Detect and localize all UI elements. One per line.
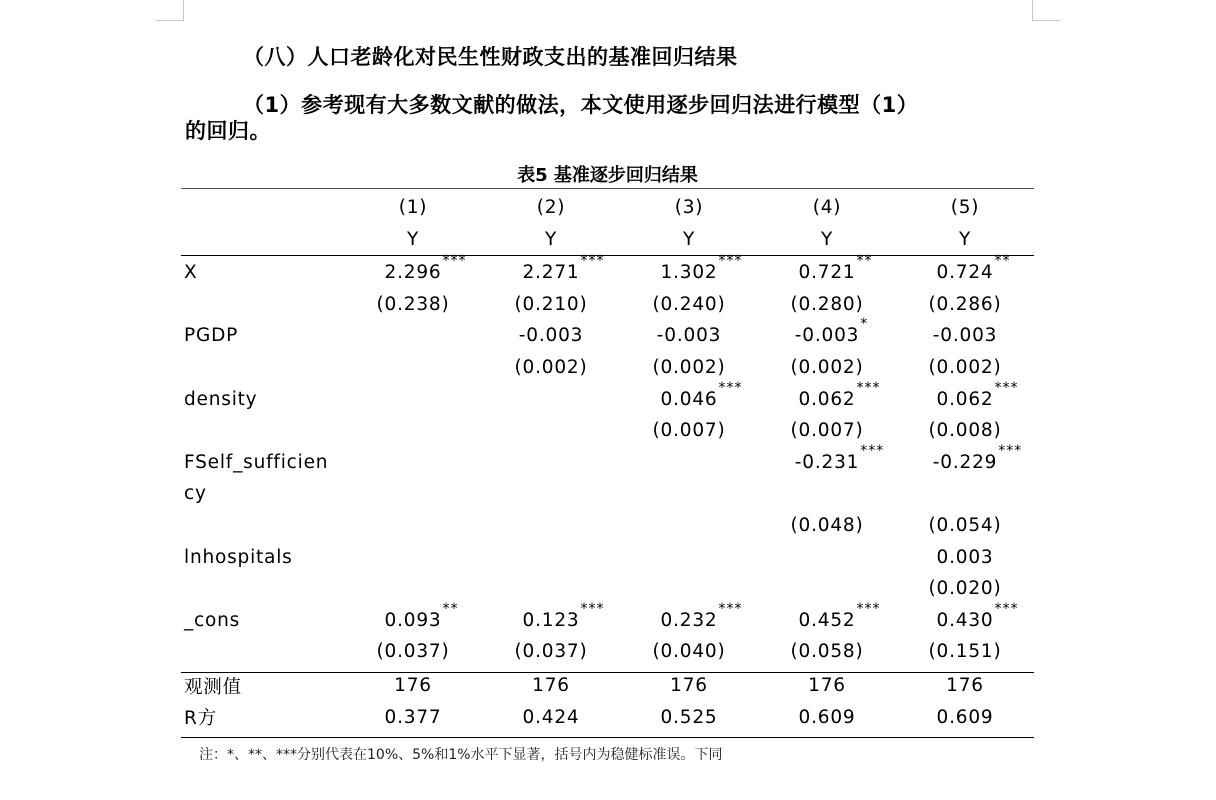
cell-col-3: [620, 253, 758, 284]
cell-value: 2.296: [384, 262, 442, 284]
cell-value: (0.210): [514, 293, 588, 315]
cell-value: 0.232: [660, 609, 718, 631]
cell-value: 176: [670, 675, 708, 696]
row-label: X: [184, 262, 198, 284]
table-bottom-rule: [181, 737, 1034, 738]
cell-col-2: [482, 641, 620, 662]
cell-value: -0.231: [794, 451, 860, 473]
significance-stars: **: [856, 253, 873, 270]
row-label: FSelf_sufficien: [184, 451, 329, 473]
cell-value: (2): [536, 197, 566, 218]
cell-value: 0.123: [522, 609, 580, 631]
section-heading-text: （八）人口老龄化对民生性财政支出的基准回归结果: [243, 45, 738, 69]
cell-col-5: [896, 229, 1034, 250]
cell-col-4: [758, 707, 896, 728]
cell-value: (3): [674, 197, 704, 218]
cell-col-4: [758, 357, 896, 378]
cell-col-2: [482, 707, 620, 728]
cell-col-5: [896, 675, 1034, 696]
cell-value: (0.037): [514, 641, 588, 663]
cell-col-1: [344, 294, 482, 315]
cell-value: 0.424: [522, 706, 580, 728]
cell-value: -0.003: [932, 325, 998, 347]
cell-value: (0.151): [928, 641, 1002, 663]
significance-stars: ***: [718, 379, 743, 396]
cell-col-4: [758, 442, 896, 473]
cell-value: -0.003: [794, 325, 860, 347]
significance-stars: ***: [718, 253, 743, 270]
cell-value: 2.271: [522, 262, 580, 284]
cell-value: (0.040): [652, 641, 726, 663]
cell-col-1: [344, 452, 482, 473]
cell-col-4: [758, 420, 896, 441]
cell-value: Y: [682, 228, 696, 250]
row-label: cy: [184, 483, 207, 505]
coef-row-label-continued: [181, 478, 1034, 509]
cell-value: (0.002): [652, 357, 726, 378]
coef-row: [181, 442, 1034, 478]
cell-col-3: [620, 707, 758, 728]
stats-row: [181, 670, 1034, 701]
significance-stars: ***: [994, 379, 1019, 396]
page-corner-mark-right: [1032, 0, 1061, 21]
cell-col-5: [896, 600, 1034, 631]
se-row: [181, 510, 1034, 541]
cell-col-1: [344, 357, 482, 378]
cell-col-2: [482, 452, 620, 473]
cell-col-5: [896, 515, 1034, 536]
cell-value: 0.430: [936, 609, 994, 631]
significance-stars: ***: [718, 600, 743, 617]
cell-col-4: [758, 229, 896, 250]
cell-value: 0.093: [384, 609, 442, 631]
cell-col-2: [482, 229, 620, 250]
cell-col-1: [344, 547, 482, 568]
cell-value: 176: [946, 675, 984, 696]
cell-value: 0.062: [936, 388, 994, 410]
row-label: lnhospitals: [184, 546, 293, 568]
cell-col-2: [482, 420, 620, 441]
cell-col-5: [896, 578, 1034, 599]
cell-col-3: [620, 578, 758, 599]
table-header-rule: [181, 255, 1034, 256]
cell-col-1: [344, 675, 482, 696]
significance-stars: **: [994, 253, 1011, 270]
cell-value: Y: [544, 228, 558, 250]
cell-value: (4): [812, 197, 842, 218]
cell-value: 0.609: [936, 706, 994, 728]
cell-value: (0.058): [790, 641, 864, 663]
cell-col-5: [896, 197, 1034, 218]
cell-col-5: [896, 420, 1034, 441]
paragraph-line-1: （1）参考现有大多数文献的做法，本文使用逐步回归法进行模型（1）: [243, 93, 919, 117]
significance-stars: ***: [856, 600, 881, 617]
cell-col-1: [344, 325, 482, 346]
cell-col-3: [620, 325, 758, 346]
cell-col-5: [896, 547, 1034, 568]
cell-col-5: [896, 357, 1034, 378]
cell-col-4: [758, 578, 896, 599]
cell-col-3: [620, 641, 758, 662]
cell-value: (0.240): [652, 293, 726, 315]
coef-row: [181, 316, 1034, 351]
cell-col-3: [620, 600, 758, 631]
cell-value: 0.721: [798, 262, 856, 284]
cell-value: 176: [808, 675, 846, 696]
cell-value: -0.003: [656, 325, 722, 347]
cell-col-2: [482, 357, 620, 378]
cell-value: Y: [958, 228, 972, 250]
cell-col-5: [896, 641, 1034, 662]
paragraph-line-2: 的回归。: [185, 119, 271, 143]
cell-col-5: [896, 253, 1034, 284]
cell-value: (0.007): [652, 420, 726, 442]
cell-col-2: [482, 600, 620, 631]
cell-value: 0.525: [660, 706, 718, 728]
cell-col-2: [482, 197, 620, 218]
cell-value: 176: [532, 675, 570, 696]
cell-value: (5): [950, 197, 980, 218]
cell-col-1: [344, 197, 482, 218]
cell-value: 176: [394, 675, 432, 696]
cell-col-5: [896, 483, 1034, 504]
cell-value: 0.046: [660, 388, 718, 410]
coef-row: [181, 253, 1034, 288]
cell-col-5: [896, 379, 1034, 410]
cell-value: 0.377: [384, 706, 442, 728]
row-label: density: [184, 388, 258, 410]
stats-row: [181, 702, 1034, 733]
cell-col-4: [758, 379, 896, 410]
cell-value: (1): [398, 197, 428, 218]
table-title: 表5 基准逐步回归结果: [517, 165, 698, 186]
significance-stars: ***: [856, 379, 881, 396]
cell-col-4: [758, 641, 896, 662]
significance-stars: *: [860, 316, 869, 333]
cell-value: Y: [406, 228, 420, 250]
cell-col-3: [620, 483, 758, 504]
cell-col-5: [896, 325, 1034, 346]
significance-stars: ***: [994, 600, 1019, 617]
row-label: R方: [184, 708, 217, 730]
cell-col-3: [620, 357, 758, 378]
row-label: PGDP: [184, 325, 239, 347]
significance-stars: ***: [998, 442, 1023, 459]
cell-value: (0.037): [376, 641, 450, 663]
body-paragraph: [185, 92, 1035, 144]
cell-col-1: [344, 253, 482, 284]
cell-col-2: [482, 675, 620, 696]
cell-col-4: [758, 483, 896, 504]
header-row-dependent-var: [181, 224, 1034, 255]
se-row: [181, 415, 1034, 446]
cell-col-3: [620, 547, 758, 568]
cell-col-2: [482, 515, 620, 536]
table-note: 注：*、**、***分别代表在10%、5%和1%水平下显著，括号内为稳健标准误。下同: [199, 747, 723, 763]
significance-stars: **: [442, 600, 459, 617]
cell-value: 1.302: [660, 262, 718, 284]
cell-col-3: [620, 229, 758, 250]
row-label: _cons: [184, 609, 241, 631]
cell-value: -0.229: [932, 451, 998, 473]
cell-value: Y: [820, 228, 834, 250]
significance-stars: ***: [580, 600, 605, 617]
cell-col-3: [620, 675, 758, 696]
coef-row: [181, 379, 1034, 415]
cell-col-3: [620, 515, 758, 536]
cell-value: 0.062: [798, 388, 856, 410]
coef-row: [181, 600, 1034, 636]
cell-col-2: [482, 483, 620, 504]
cell-col-4: [758, 316, 896, 347]
cell-col-1: [344, 641, 482, 662]
cell-col-1: [344, 420, 482, 441]
cell-value: (0.286): [928, 293, 1002, 315]
cell-col-4: [758, 253, 896, 284]
cell-value: (0.238): [376, 293, 450, 315]
coef-row: [181, 542, 1034, 573]
cell-col-1: [344, 515, 482, 536]
header-row-model-numbers: [181, 192, 1034, 223]
cell-col-4: [758, 675, 896, 696]
cell-col-3: [620, 452, 758, 473]
cell-col-3: [620, 294, 758, 315]
cell-col-5: [896, 707, 1034, 728]
cell-col-4: [758, 197, 896, 218]
cell-value: 0.609: [798, 706, 856, 728]
cell-col-3: [620, 379, 758, 410]
cell-col-1: [344, 389, 482, 410]
se-row: [181, 352, 1034, 383]
cell-col-1: [344, 483, 482, 504]
cell-col-3: [620, 197, 758, 218]
section-heading: [185, 44, 1035, 70]
cell-col-4: [758, 515, 896, 536]
cell-col-1: [344, 707, 482, 728]
cell-col-2: [482, 253, 620, 284]
cell-col-5: [896, 294, 1034, 315]
cell-value: 0.724: [936, 262, 994, 284]
se-row: [181, 636, 1034, 667]
cell-col-1: [344, 600, 482, 631]
se-row: [181, 289, 1034, 320]
cell-value: -0.003: [518, 325, 584, 347]
cell-col-2: [482, 389, 620, 410]
cell-value: (0.002): [514, 357, 588, 378]
cell-value: (0.007): [790, 420, 864, 442]
cell-value: (0.280): [790, 293, 864, 315]
cell-value: (0.054): [928, 515, 1002, 536]
cell-col-2: [482, 294, 620, 315]
table-top-rule: [181, 188, 1034, 189]
cell-col-2: [482, 547, 620, 568]
row-label: 观测值: [184, 676, 242, 698]
cell-col-2: [482, 325, 620, 346]
significance-stars: ***: [580, 253, 605, 270]
cell-value: (0.020): [928, 578, 1002, 600]
significance-stars: ***: [442, 253, 467, 270]
cell-value: (0.002): [928, 357, 1002, 378]
significance-stars: ***: [860, 442, 885, 459]
cell-col-1: [344, 578, 482, 599]
cell-value: (0.008): [928, 420, 1002, 442]
cell-value: 0.452: [798, 609, 856, 631]
se-row: [181, 573, 1034, 604]
cell-col-3: [620, 420, 758, 441]
cell-value: (0.002): [790, 357, 864, 378]
page-corner-mark-left: [155, 0, 184, 21]
cell-value: 0.003: [936, 546, 994, 568]
cell-col-2: [482, 578, 620, 599]
cell-col-4: [758, 547, 896, 568]
cell-col-4: [758, 294, 896, 315]
cell-col-5: [896, 442, 1034, 473]
cell-value: (0.048): [790, 515, 864, 536]
cell-col-4: [758, 600, 896, 631]
cell-col-1: [344, 229, 482, 250]
